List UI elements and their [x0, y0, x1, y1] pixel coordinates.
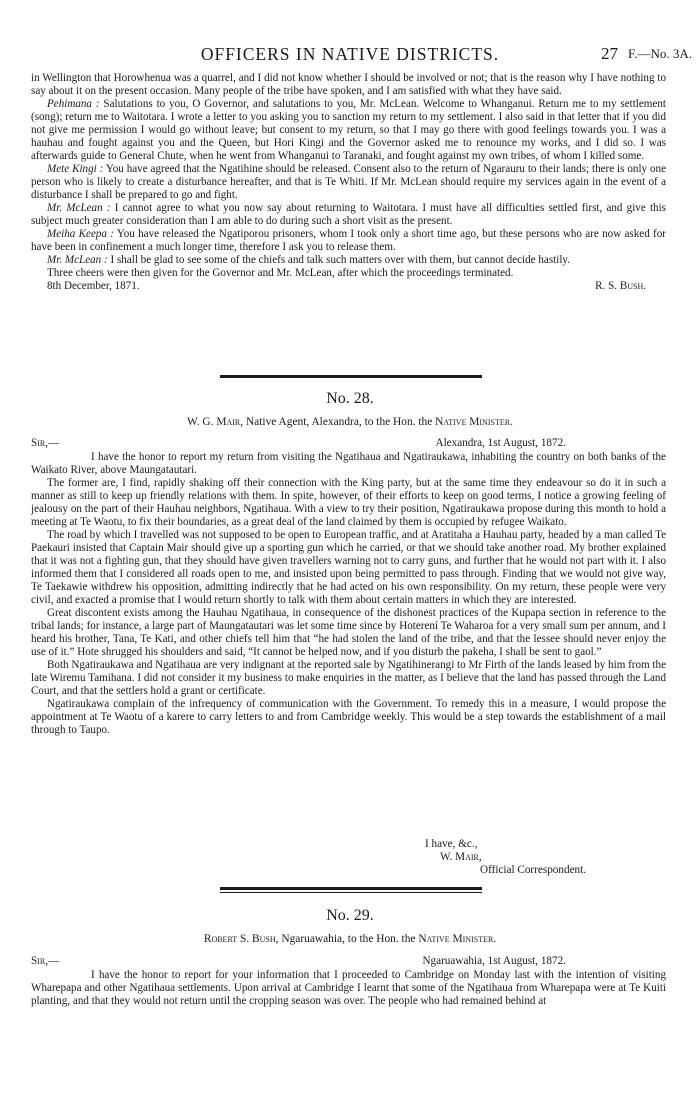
document-heading: W. G. Mair, Native Agent, Alexandra, to the Hon. the Native Minister.: [187, 416, 513, 428]
section-divider: [220, 375, 482, 378]
paragraph: in Wellington that Horowhenua was a quarrel, and I did not know whether I should be involved or not; that is the reason why I have nothing to say about it on the present occasion. Many people of the tribe have spoken, and I am satisfied with what they have said.: [31, 72, 666, 97]
recipient: Native Minister.: [418, 933, 497, 945]
letter-body: [31, 969, 666, 1008]
paragraph: Pehimana : Salutations to you, O Governor, and salutations to you, Mr. McLean. Welcome to Whanganui. Return me to my settlement (song); return me to Waitotara. I wrote a letter to you asking you to sanction my return to my settlement. I also said in that letter that if you did not give me permission I would go without leave; but consent to my return, so that I may go there with good feelings towards you. I was a hauhau and fought against you and the Queen, but Hori Kingi and the Governor asked me to renounce my works, and I did so. I was afterwards guide to General Chute, when he went from Whanganui to Taranaki, and fought against my own tribes, of whom I killed some.: [31, 98, 666, 162]
document-number: No. 28.: [326, 390, 374, 407]
paragraph: Both Ngatiraukawa and Ngatihaua are very indignant at the reported sale by Ngatihinerangi to Mr Firth of the lands leased by him from the late Wiremu Tamihana. I did not consider it my business to make enquiries in the matter, as I believe that the land has passed through the Land Court, and that the settlers hold a grant or certificate.: [31, 659, 666, 697]
salutation-row: [31, 955, 666, 969]
date-signature-row: [31, 280, 666, 293]
paragraph: The former are, I find, rapidly shaking off their connection with the King party, but at the same time they endeavour so do it in such a manner as still to keep up friendly relations with them. In spite, however, of their efforts to keep on good terms, I notice a growing feeling of jealousy on the part of their Hauhau neighbors, Ngatihaua. With a view to try their position, Ngatiraukawa propose during this month to hold a meeting at Te Waotu, to fix their boundaries, as a great deal of the land claimed by them is occupied by refugee Waikato.: [31, 477, 666, 528]
page-header: [0, 44, 700, 66]
place-date: Alexandra, 1st August, 1872.: [435, 437, 566, 449]
salutation-row: [31, 437, 666, 451]
speaker-name: Mr. McLean :: [47, 254, 108, 266]
signature: R. S. Bush.: [595, 280, 646, 292]
paragraph: Three cheers were then given for the Governor and Mr. McLean, after which the proceedings terminated.: [47, 267, 514, 279]
speaker-name: Mete Kingi :: [47, 163, 104, 175]
paragraph: Mr. McLean : I shall be glad to see some of the chiefs and talk such matters over with them, but cannot decide hastily.: [47, 254, 571, 266]
document-heading: Robert S. Bush, Ngaruawahia, to the Hon. the Native Minister.: [203, 933, 497, 945]
sign-title: Official Correspondent.: [480, 864, 587, 876]
recipient: Native Minister.: [435, 416, 513, 428]
speaker-name: Meiha Keepa :: [47, 228, 114, 240]
speaker-name: Mr. McLean :: [47, 202, 111, 214]
paragraph: Ngatiraukawa complain of the infrequency of communication with the Government. To remedy this in a measure, I would propose the appointment at Te Waotu of a karere to carry letters to and from Cambridge weekly. This would be a step towards the establishment of a mail through to Taupo.: [31, 698, 666, 736]
paragraph: I have the honor to report my return from visiting the Ngatihaua and Ngatiraukawa, inhabiting the country on both banks of the Waikato River, above Maungatautari.: [31, 451, 666, 476]
paper-reference: F.—No. 3A.: [628, 46, 692, 61]
document-number: No. 29.: [326, 907, 374, 924]
paragraph: I have the honor to report for your information that I proceeded to Cambridge on Monday last with the intention of visiting Wharepapa and other Ngatihaua settlements. Upon arrival at Cambridge I learnt that some of the Ngatihaua from Wharepapa were at Te Kuiti planting, and that they would not return until the cropping season was over. The people who had remained behind at: [31, 969, 666, 1007]
section-divider-thin: [220, 892, 482, 893]
sign-name: W. Mair,: [440, 851, 482, 863]
report-date: 8th December, 1871.: [47, 280, 140, 292]
salutation: Sir,—: [31, 955, 60, 967]
place-date: Ngaruawahia, 1st August, 1872.: [422, 955, 566, 967]
running-title: OFFICERS IN NATIVE DISTRICTS.: [200, 44, 500, 64]
paragraph: Great discontent exists among the Hauhau Ngatihaua, in consequence of the dishonest practices of the Kupapa section in reference to the tribal lands; for instance, a large part of Maungatautari was let some time since by Hoterení Te Waharoa for a very small sum per annum, and I heard his brother, Tana, Te Kati, and other chiefs tell him that “he had stolen the land of the tribe, and that the lessee should never enjoy the use of it.” Hote shrugged his shoulders and said, “It cannot be helped now, and if you disturb the pakeha, I shall be sent to gaol.”: [31, 607, 666, 658]
paragraph: Meiha Keepa : You have released the Ngatiporou prisoners, whom I took only a short time ago, but these persons who are now asked for have been in confinement a much longer time, therefore I ask you to release them.: [31, 228, 666, 253]
page-number: 27: [601, 44, 618, 63]
salutation: Sir,—: [31, 437, 60, 449]
author-name: W. G. Mair,: [187, 416, 244, 428]
closing: I have, &c.,: [425, 838, 478, 850]
section-divider: [220, 887, 482, 890]
paragraph: Mete Kingi : You have agreed that the Ngatihine should be released. Consent also to the return of Ngarauru to their lands; there is only one person who is likely to create a disturbance hereafter, and that is Te Whiti. If Mr. McLean should require my services again in the event of a disturbance I shall be prepared to go and fight.: [31, 163, 666, 201]
paragraph: Mr. McLean : I cannot agree to what you now say about returning to Waitotara. I must have all difficulties settled first, and give this subject much greater consideration than I am able to do during such a short visit as the present.: [31, 202, 666, 227]
letter-body: [31, 451, 666, 737]
report-continuation: [31, 72, 666, 293]
author-name: Robert S. Bush,: [203, 933, 279, 945]
speaker-name: Pehimana :: [47, 98, 100, 110]
paragraph: The road by which I travelled was not supposed to be open to European traffic, and at Aratitaha a Hauhau party, headed by a man called Te Paekauri insisted that Captain Mair should give up a sporting gun which he carried, or that we should take another road. My brother explained that it was not a fighting gun, that they should have given travellers warning not to carry guns, and further that he would not part with it. I also informed them that I considered all roads open to me, and insisted upon being permitted to pass through. Finding that we would not give way, Te Taekawie withdrew his opposition, admitting indirectly that he had acted on his own responsibility. On my return, these people were very civil, and exacted a promise that I would return shortly to talk with them about certain matters in which they are interested.: [31, 529, 666, 606]
